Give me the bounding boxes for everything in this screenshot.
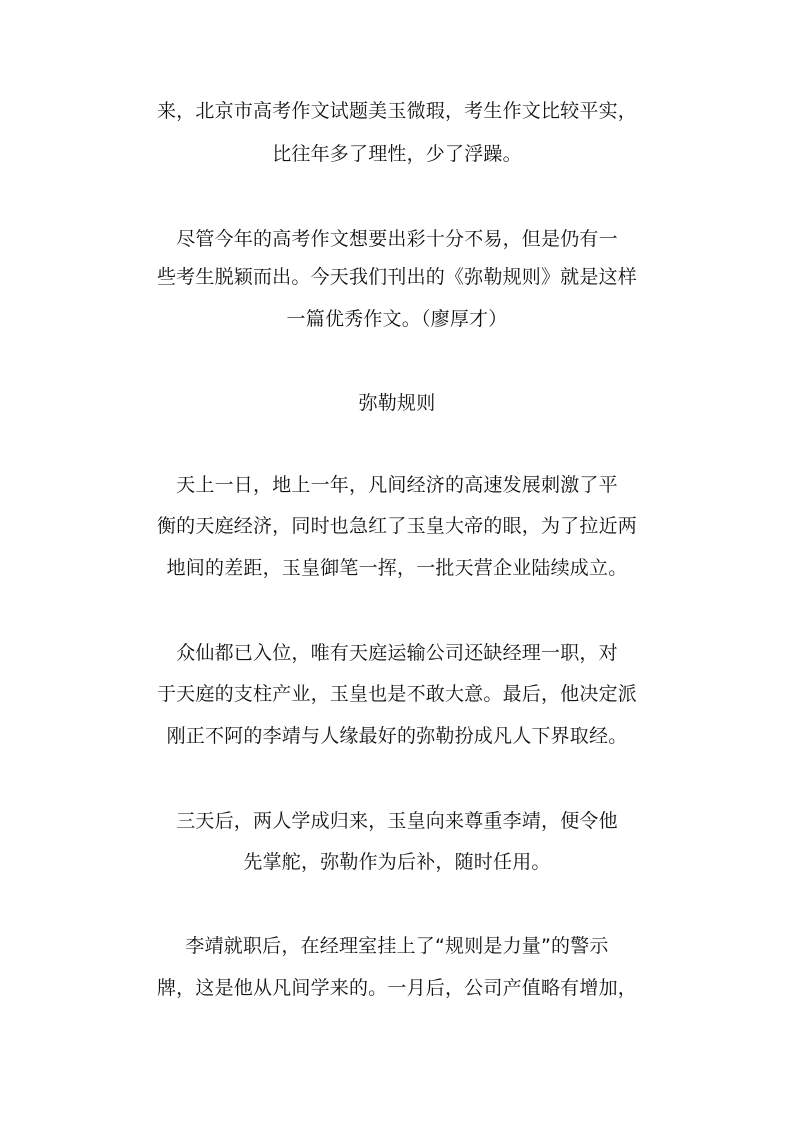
essay-title: 弥勒规则 [358, 392, 436, 414]
intro-p1-line-1: 来，北京市高考作文试题美玉微瑕，考生作文比较平实， [156, 100, 637, 122]
intro-p1-line-2: 比往年多了理性，少了浮躁。 [272, 143, 522, 165]
essay-p4-line-2: 牌，这是他从凡间学来的。一月后，公司产值略有增加， [156, 977, 637, 999]
essay-p4-line-1: 李靖就职后，在经理室挂上了“规则是力量”的警示 [185, 935, 609, 957]
essay-p1-line-1: 天上一日，地上一年，凡间经济的高速发展刺激了平 [176, 474, 618, 496]
essay-p2-line-3: 刚正不阿的李靖与人缘最好的弥勒扮成凡人下界取经。 [166, 725, 628, 747]
intro-p2-line-2: 些考生脱颖而出。今天我们刊出的《弥勒规则》就是这样 [156, 266, 637, 288]
essay-p2-line-1: 众仙都已入位，唯有天庭运输公司还缺经理一职，对 [176, 642, 618, 664]
intro-p2-line-3: 一篇优秀作文。（廖厚才） [286, 308, 508, 330]
essay-p3-line-1: 三天后，两人学成归来，玉皇向来尊重李靖，便令他 [176, 810, 618, 832]
essay-p1-line-2: 衡的天庭经济，同时也急红了玉皇大帝的眼，为了拉近两 [156, 515, 637, 537]
intro-p2-line-1: 尽管今年的高考作文想要出彩十分不易，但是仍有一 [176, 228, 618, 250]
essay-p1-line-3: 地间的差距，玉皇御笔一挥，一批天营企业陆续成立。 [166, 557, 628, 579]
essay-p3-line-2: 先掌舵，弥勒作为后补，随时任用。 [243, 851, 551, 873]
essay-p2-line-2: 于天庭的支柱产业，玉皇也是不敢大意。最后，他决定派 [156, 683, 637, 705]
